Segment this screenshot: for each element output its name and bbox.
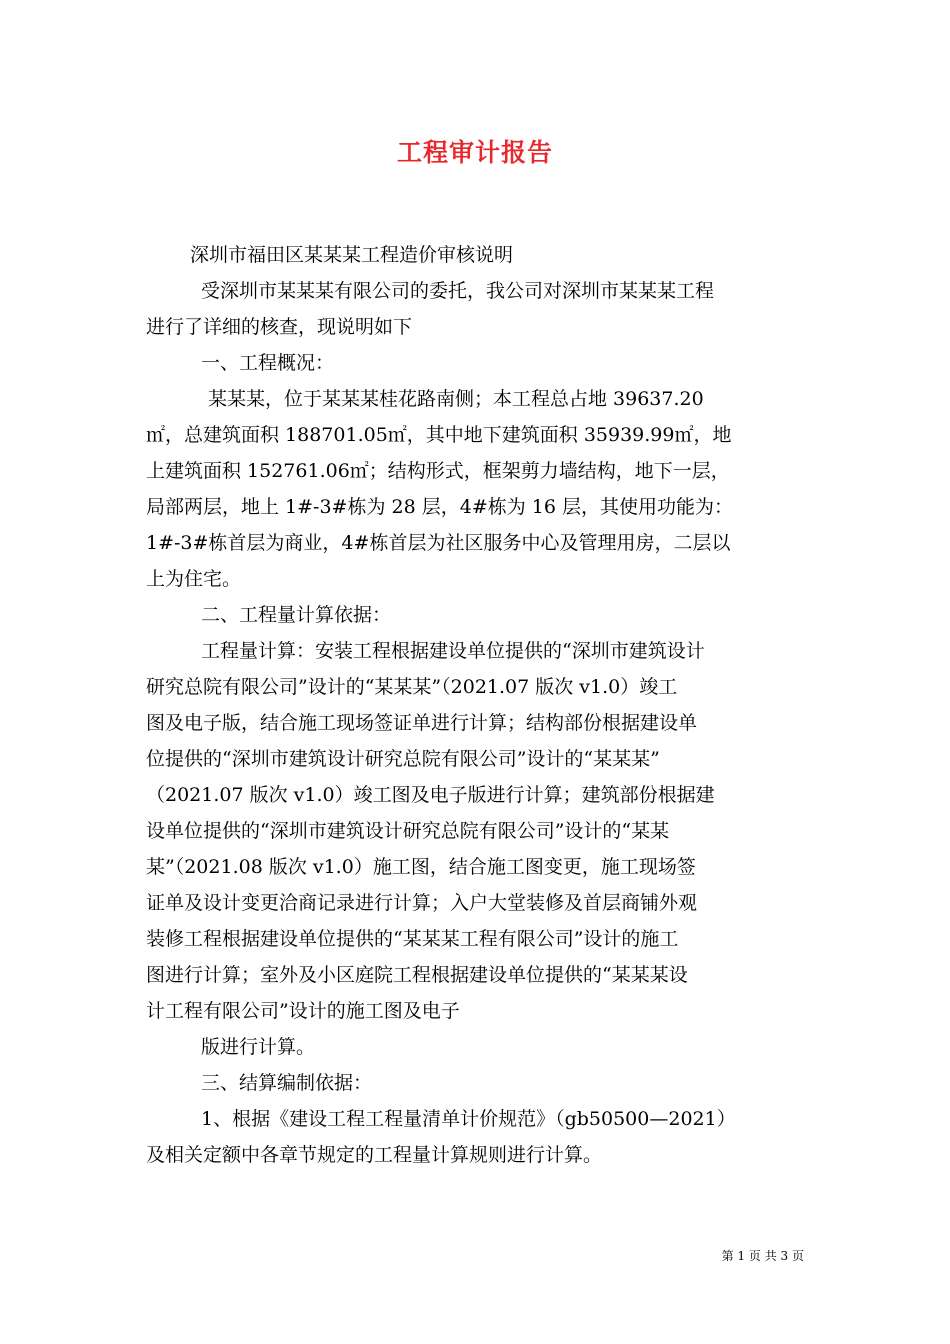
document-body bbox=[146, 237, 814, 1173]
paragraph-line: 局部两层，地上 1#-3#栋为 28 层，4#栋为 16 层，其使用功能为： bbox=[146, 496, 733, 518]
paragraph-line: 图进行计算；室外及小区庭院工程根据建设单位提供的“某某某设 bbox=[146, 964, 688, 986]
paragraph-line: 版进行计算。 bbox=[201, 1036, 316, 1058]
paragraph-line: ㎡，总建筑面积 188701.05㎡，其中地下建筑面积 35939.99㎡，地 bbox=[146, 424, 732, 446]
section-heading: 一、工程概况： bbox=[201, 352, 335, 374]
paragraph-line: 装修工程根据建设单位提供的“某某某工程有限公司”设计的施工 bbox=[146, 928, 679, 950]
section-heading: 二、工程量计算依据： bbox=[201, 604, 392, 626]
paragraph-line: 证单及设计变更洽商记录进行计算；入户大堂装修及首层商铺外观 bbox=[146, 892, 698, 914]
subtitle-line: 深圳市福田区某某某工程造价审核说明 bbox=[190, 244, 514, 266]
paragraph-line: 受深圳市某某某有限公司的委托，我公司对深圳市某某某工程 bbox=[201, 280, 715, 302]
paragraph-line: （2021.07 版次 v1.0）竣工图及电子版进行计算；建筑部份根据建 bbox=[146, 784, 715, 806]
paragraph-line: 计工程有限公司”设计的施工图及电子 bbox=[146, 1000, 460, 1022]
paragraph-line: 工程量计算：安装工程根据建设单位提供的“深圳市建筑设计 bbox=[201, 640, 705, 662]
paragraph-line: 图及电子版，结合施工现场签证单进行计算；结构部份根据建设单 bbox=[146, 712, 698, 734]
page-title: 工程审计报告 bbox=[396, 138, 553, 167]
section-heading: 三、结算编制依据： bbox=[201, 1072, 373, 1094]
paragraph-line: 设单位提供的“深圳市建筑设计研究总院有限公司”设计的“某某 bbox=[146, 820, 670, 842]
paragraph-line: 1、根据《建设工程工程量清单计价规范》（gb50500—2021） bbox=[201, 1108, 736, 1130]
paragraph-line: 上建筑面积 152761.06㎡；结构形式，框架剪力墙结构，地下一层， bbox=[146, 460, 730, 482]
paragraph-line: 及相关定额中各章节规定的工程量计算规则进行计算。 bbox=[146, 1144, 603, 1166]
paragraph-line: 某某某，位于某某某桂花路南侧；本工程总占地 39637.20 bbox=[208, 388, 704, 410]
paragraph-line: 上为住宅。 bbox=[146, 568, 242, 590]
paragraph-line: 位提供的“深圳市建筑设计研究总院有限公司”设计的“某某某” bbox=[146, 748, 660, 770]
paragraph-line: 研究总院有限公司”设计的“某某某”（2021.07 版次 v1.0）竣工 bbox=[146, 676, 678, 698]
paragraph-line: 1#-3#栋首层为商业，4#栋首层为社区服务中心及管理用房，二层以 bbox=[146, 532, 731, 554]
paragraph-line: 某”（2021.08 版次 v1.0）施工图，结合施工图变更，施工现场签 bbox=[146, 856, 696, 878]
paragraph-line: 进行了详细的核查，现说明如下 bbox=[146, 316, 413, 338]
page-number: 第 1 页 共 3 页 bbox=[721, 1249, 804, 1263]
